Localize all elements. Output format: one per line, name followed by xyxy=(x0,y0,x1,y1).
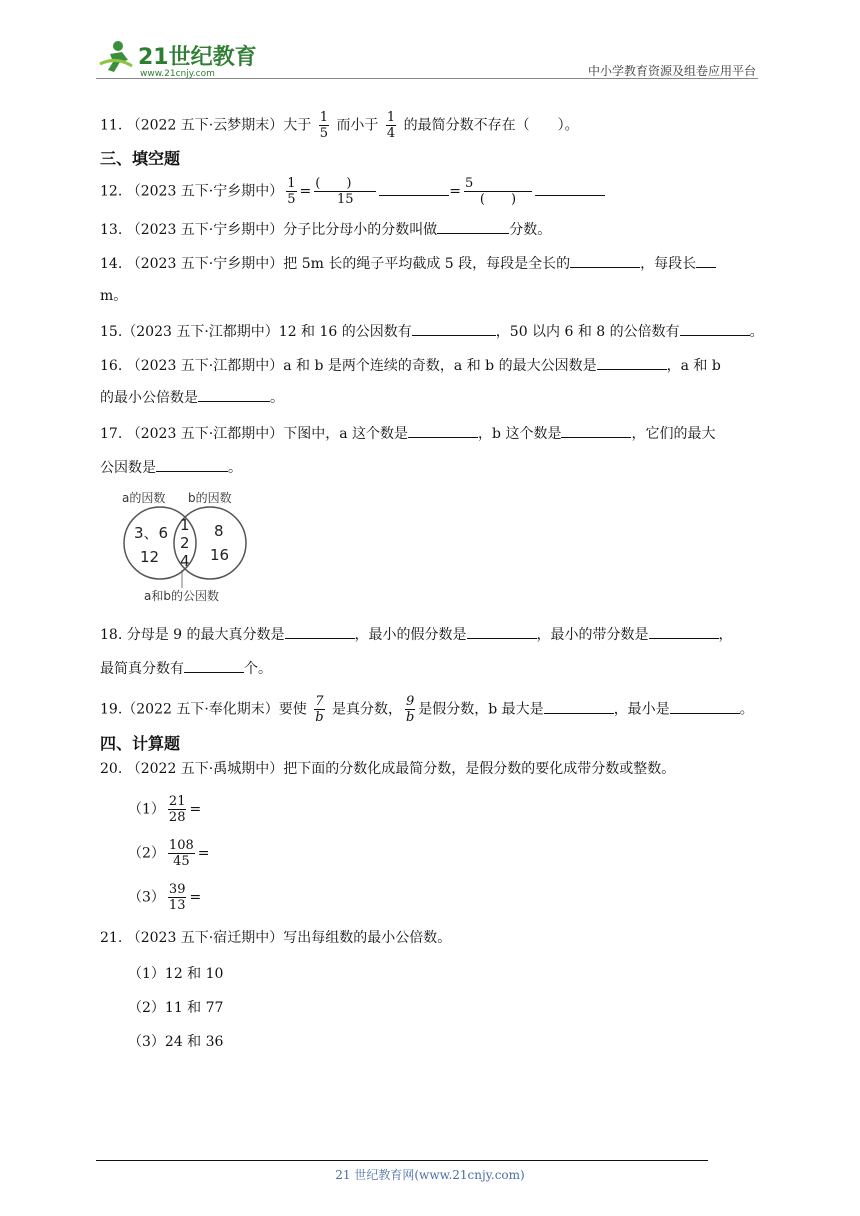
numerator: 1 xyxy=(319,110,328,125)
question-text: 要使 xyxy=(278,701,307,718)
numerator: 1 xyxy=(386,110,396,125)
question-source: （2023 五下·江都期中） xyxy=(126,358,284,374)
question-text: 分数。 xyxy=(509,222,552,238)
answer-blank[interactable] xyxy=(535,181,605,196)
question-source: （2023 五下·宁乡期中） xyxy=(126,222,284,238)
question-text: 分子比分母小的分数叫做 xyxy=(283,222,438,238)
question-text: ，b 这个数是 xyxy=(478,426,562,442)
question-number: 20. xyxy=(100,761,123,777)
question-14 xyxy=(100,253,716,273)
denominator-blank[interactable]: ( ) xyxy=(479,192,517,207)
question-12 xyxy=(100,176,605,207)
question-text: 的最简分数不存在（ ）。 xyxy=(403,117,579,134)
venn-label-a: a的因数 xyxy=(122,491,166,505)
venn-label-b: b的因数 xyxy=(188,491,232,505)
q20-item-1 xyxy=(128,794,201,825)
question-text: ，最小是 xyxy=(613,701,670,718)
question-16 xyxy=(100,355,721,375)
answer-blank[interactable] xyxy=(412,321,496,336)
fraction xyxy=(405,694,415,725)
numerator: 21 xyxy=(168,794,186,809)
answer-blank[interactable] xyxy=(379,181,449,196)
answer-blank[interactable] xyxy=(184,658,244,673)
question-11 xyxy=(100,110,579,141)
denominator: 45 xyxy=(173,854,190,869)
question-text: 。 xyxy=(270,390,284,406)
question-21 xyxy=(100,929,451,947)
denominator: 5 xyxy=(287,192,296,207)
answer-blank[interactable] xyxy=(670,699,740,714)
site-logo xyxy=(96,36,266,80)
question-text: 。 xyxy=(228,460,242,476)
question-source: （2023 五下·宿迁期中） xyxy=(126,930,284,946)
question-text: a 和 b 是两个连续的奇数，a 和 b 的最大公因数是 xyxy=(283,358,597,374)
question-text: ，最小的带分数是 xyxy=(536,627,649,643)
item-label: （2） xyxy=(128,845,165,862)
fraction xyxy=(386,110,396,141)
question-source: （2022 五下·奉化期末） xyxy=(122,701,279,718)
question-number: 14. xyxy=(100,256,123,272)
q21-item-1 xyxy=(128,963,223,983)
equals-sign: = xyxy=(449,183,461,200)
question-source: （2023 五下·宁乡期中） xyxy=(126,183,284,200)
question-source: （2023 五下·宁乡期中） xyxy=(126,256,284,272)
numerator: 39 xyxy=(168,882,186,897)
question-text: ， xyxy=(718,627,733,643)
question-text: 下图中，a 这个数是 xyxy=(283,426,409,442)
denominator: 5 xyxy=(319,126,328,141)
question-20 xyxy=(100,760,675,778)
item-label: （2） xyxy=(128,1000,165,1016)
question-text: 公因数是 xyxy=(100,460,156,476)
venn-right-only-1: 8 xyxy=(214,522,224,540)
question-text: 的最小公倍数是 xyxy=(100,390,198,406)
denominator: 4 xyxy=(386,126,396,141)
answer-blank[interactable] xyxy=(156,457,228,472)
numerator: 5 xyxy=(464,176,532,192)
question-17 xyxy=(100,423,715,443)
item-label: （3） xyxy=(128,1034,165,1050)
denominator: b xyxy=(405,710,415,725)
header-platform-text: 中小学教育资源及组卷应用平台 xyxy=(587,64,756,78)
q20-item-2 xyxy=(128,838,209,869)
question-text: ，50 以内 6 和 8 的公倍数有 xyxy=(495,324,680,340)
venn-diagram xyxy=(112,488,262,606)
item-label: （3） xyxy=(128,889,165,906)
fraction-blank[interactable] xyxy=(464,176,532,207)
question-text: 。 xyxy=(749,324,764,340)
question-text: 。 xyxy=(739,701,754,718)
section-heading-fill-in: 三、填空题 xyxy=(100,149,181,168)
answer-blank[interactable] xyxy=(570,253,640,268)
equals-sign: = xyxy=(189,801,202,818)
fraction-blank[interactable] xyxy=(314,176,376,207)
question-18 xyxy=(100,624,733,644)
footer-divider xyxy=(96,1160,708,1161)
venn-left-only-1: 3、6 xyxy=(134,524,169,542)
answer-blank[interactable] xyxy=(408,423,478,438)
question-source: （2022 五下·禹城期中） xyxy=(126,761,284,777)
fraction xyxy=(286,176,296,207)
answer-blank[interactable] xyxy=(649,624,719,639)
venn-common-2: 2 xyxy=(180,534,190,552)
logo-url-text: www.21cnjy.com xyxy=(140,69,215,79)
question-number: 18. xyxy=(100,627,123,643)
section-heading-calculation: 四、计算题 xyxy=(100,734,181,753)
runner-logo-icon xyxy=(96,36,266,80)
logo-text: 21世纪教育 xyxy=(138,45,257,70)
question-text: 把 5m 长的绳子平均截成 5 段，每段是全长的 xyxy=(283,256,571,272)
denominator: 28 xyxy=(168,810,186,825)
denominator: b xyxy=(315,710,324,725)
question-source: （2022 五下·云梦期末） xyxy=(126,117,284,134)
numerator: 7 xyxy=(315,694,324,709)
answer-blank[interactable] xyxy=(467,624,537,639)
question-16-cont xyxy=(100,387,284,407)
question-text: ，每段长 xyxy=(640,256,697,272)
numerator-blank[interactable]: ( ) xyxy=(314,176,376,192)
question-text: 分母是 9 的最大真分数是 xyxy=(126,627,285,643)
item-label: （1） xyxy=(128,966,165,982)
equals-sign: = xyxy=(197,845,210,862)
question-text: m。 xyxy=(100,288,128,304)
question-number: 12. xyxy=(100,183,123,200)
numerator: 1 xyxy=(287,176,296,191)
header-divider xyxy=(96,78,758,79)
venn-common-3: 4 xyxy=(180,552,190,570)
footer-link[interactable]: 21 世纪教育网(www.21cnjy.com) xyxy=(335,1168,525,1182)
question-text: 而小于 xyxy=(336,117,379,134)
answer-blank[interactable] xyxy=(561,423,631,438)
question-14-cont xyxy=(100,287,127,305)
question-text: 是真分数， xyxy=(331,701,402,718)
q21-item-2 xyxy=(128,997,223,1017)
question-text: ，a 和 b xyxy=(666,358,721,374)
q21-item-3 xyxy=(128,1031,223,1051)
fraction xyxy=(314,694,324,725)
question-number: 21. xyxy=(100,930,123,946)
question-text: 是假分数，b 最大是 xyxy=(418,701,544,718)
answer-blank[interactable] xyxy=(285,624,355,639)
item-text: 12 和 10 xyxy=(164,966,224,982)
equals-sign: = xyxy=(189,889,202,906)
item-text: 24 和 36 xyxy=(164,1034,224,1050)
answer-blank[interactable] xyxy=(597,355,667,370)
venn-bottom-label: a和b的公因数 xyxy=(144,589,219,603)
question-19 xyxy=(100,694,754,725)
item-label: （1） xyxy=(128,801,165,818)
fraction xyxy=(168,882,187,913)
question-number: 11. xyxy=(100,117,123,134)
venn-right-only-2: 16 xyxy=(210,546,230,564)
answer-blank[interactable] xyxy=(696,253,716,268)
question-source: （2023 五下·江都期中） xyxy=(126,426,284,442)
numerator: 108 xyxy=(168,838,194,853)
venn-left-only-2: 12 xyxy=(140,548,160,566)
denominator: 13 xyxy=(168,898,186,913)
question-18-cont xyxy=(100,658,272,678)
denominator: 15 xyxy=(336,192,354,207)
fraction xyxy=(319,110,329,141)
answer-blank[interactable] xyxy=(544,699,614,714)
question-17-cont xyxy=(100,457,242,477)
question-text: 把下面的分数化成最简分数，是假分数的要化成带分数或整数。 xyxy=(283,761,676,777)
venn-common-1: 1 xyxy=(180,516,190,534)
answer-blank[interactable] xyxy=(680,321,750,336)
question-text: ，它们的最大 xyxy=(631,426,716,442)
question-number: 19. xyxy=(100,701,123,718)
question-text: 个。 xyxy=(244,661,272,677)
question-number: 15. xyxy=(100,324,123,340)
question-number: 13. xyxy=(100,222,123,238)
item-text: 11 和 77 xyxy=(164,1000,224,1016)
question-number: 17. xyxy=(100,426,123,442)
question-text: 写出每组数的最小公倍数。 xyxy=(283,930,452,946)
question-source: （2023 五下·江都期中） xyxy=(122,324,279,340)
question-15 xyxy=(100,321,764,341)
question-text: 大于 xyxy=(283,117,312,134)
question-text: 最简真分数有 xyxy=(100,661,184,677)
q20-item-3 xyxy=(128,882,201,913)
fraction xyxy=(168,794,187,825)
equals-sign: = xyxy=(299,183,312,200)
question-text: ，最小的假分数是 xyxy=(354,627,467,643)
answer-blank[interactable] xyxy=(437,219,509,234)
question-13 xyxy=(100,219,551,239)
numerator: 9 xyxy=(405,694,415,709)
question-number: 16. xyxy=(100,358,123,374)
fraction xyxy=(168,838,195,869)
answer-blank[interactable] xyxy=(198,387,270,402)
question-text: 12 和 16 的公因数有 xyxy=(278,324,412,340)
